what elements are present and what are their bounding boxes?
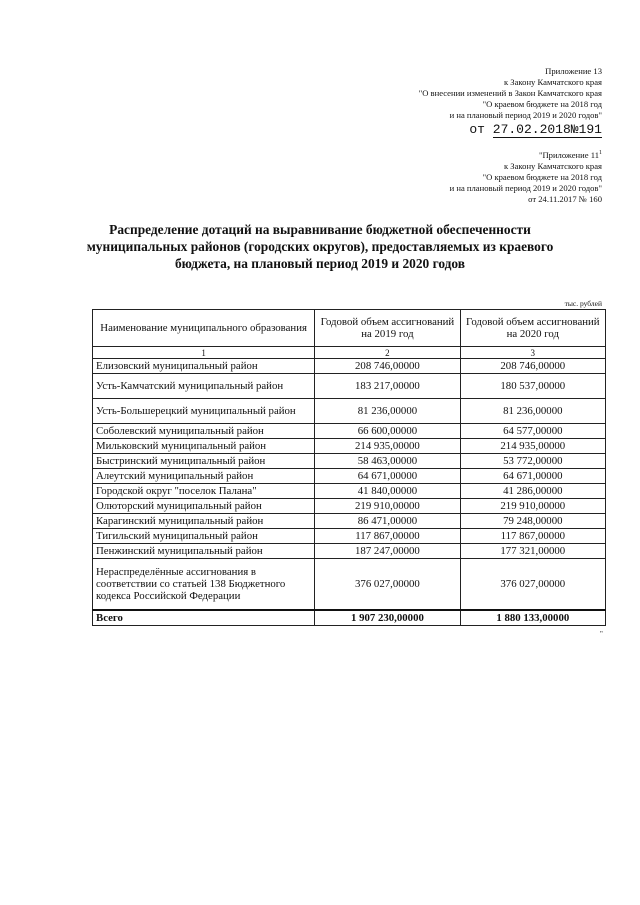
original-line: "Приложение $11^1$ xyxy=(538,149,602,160)
value-2020: 376 027,00000 xyxy=(460,559,605,611)
original-line: к Закону Камчатского края xyxy=(503,160,602,171)
table-row xyxy=(93,499,606,514)
total-row xyxy=(93,610,606,626)
municipality-name: Усть-Большерецкий муниципальный район xyxy=(93,399,315,424)
column-number-row xyxy=(93,347,606,359)
total-2020: 1 880 133,00000 xyxy=(460,610,605,626)
table-row xyxy=(93,529,606,544)
value-2019: 58 463,00000 xyxy=(315,454,460,469)
value-2020: 81 236,00000 xyxy=(460,399,605,424)
value-2020: 41 286,00000 xyxy=(460,484,605,499)
table-row xyxy=(93,544,606,559)
value-2019: 219 910,00000 xyxy=(315,499,460,514)
annex-line: "О краевом бюджете на 2018 год xyxy=(482,99,602,109)
title-line: муниципальных районов (городских округов), предоставляемых из краевого xyxy=(86,239,554,254)
original-annex-header xyxy=(450,148,602,205)
value-2020: 64 671,00000 xyxy=(460,469,605,484)
value-2020: 64 577,00000 xyxy=(460,424,605,439)
table-row xyxy=(93,374,606,399)
annex-line: к Закону Камчатского края xyxy=(503,77,602,87)
header-2019: Годовой объем ассигнований на 2019 год xyxy=(315,310,460,347)
value-2019: 117 867,00000 xyxy=(315,529,460,544)
municipality-name: Пенжинский муниципальный район xyxy=(93,544,315,559)
original-line: от 24.11.2017 № 160 xyxy=(528,193,602,204)
table-row xyxy=(93,469,606,484)
table-row xyxy=(93,484,606,499)
value-2020: 117 867,00000 xyxy=(460,529,605,544)
municipality-name: Нераспределённые ассигнования в соответствии со статьей 138 Бюджетного кодекса Российской Федерации xyxy=(93,559,315,611)
units-label: тыс. рублей xyxy=(564,299,602,308)
title-line: Распределение дотаций на выравнивание бюджетной обеспеченности xyxy=(109,222,531,237)
value-2019: 187 247,00000 xyxy=(315,544,460,559)
municipality-name: Елизовский муниципальный район xyxy=(93,359,315,374)
municipality-name: Тигильский муниципальный район xyxy=(93,529,315,544)
table-header-row xyxy=(93,310,606,347)
header-2020: Годовой объем ассигнований на 2020 год xyxy=(460,310,605,347)
superscript: 1 xyxy=(599,150,602,156)
value-2020: 219 910,00000 xyxy=(460,499,605,514)
law-number: №191 xyxy=(570,122,602,137)
total-label: Всего xyxy=(93,610,315,626)
column-number: 2 xyxy=(315,347,460,359)
table-row xyxy=(93,359,606,374)
value-2020: 53 772,00000 xyxy=(460,454,605,469)
value-2020: 208 746,00000 xyxy=(460,359,605,374)
date-prefix: от xyxy=(469,122,485,137)
value-2019: 66 600,00000 xyxy=(315,424,460,439)
annex-header xyxy=(419,66,602,137)
value-2019: 208 746,00000 xyxy=(315,359,460,374)
column-number: 3 xyxy=(460,347,605,359)
date-value: 27.02.2018 xyxy=(492,122,571,137)
value-2020: 214 935,00000 xyxy=(460,439,605,454)
table-row xyxy=(93,424,606,439)
annex-line: Приложение 13 xyxy=(545,66,602,76)
table-row xyxy=(93,454,606,469)
value-2019: 64 671,00000 xyxy=(315,469,460,484)
value-2019: 376 027,00000 xyxy=(315,559,460,611)
value-2019: 214 935,00000 xyxy=(315,439,460,454)
allocation-table xyxy=(92,309,606,626)
closing-quote: " xyxy=(600,630,603,638)
value-2019: 183 217,00000 xyxy=(315,374,460,399)
total-2019: 1 907 230,00000 xyxy=(315,610,460,626)
header-municipality: Наименование муниципального образования xyxy=(93,310,315,347)
table-row xyxy=(93,559,606,611)
municipality-name: Быстринский муниципальный район xyxy=(93,454,315,469)
value-2020: 79 248,00000 xyxy=(460,514,605,529)
title-line: бюджета, на плановый период 2019 и 2020 годов xyxy=(174,256,466,271)
municipality-name: Соболевский муниципальный район xyxy=(93,424,315,439)
document-title xyxy=(80,221,560,272)
table-row xyxy=(93,514,606,529)
municipality-name: Городской округ "поселок Палана" xyxy=(93,484,315,499)
annex-line: и на плановый период 2019 и 2020 годов" xyxy=(449,110,602,120)
annex-line: "О внесении изменений в Закон Камчатского края xyxy=(418,88,602,98)
municipality-name: Алеутский муниципальный район xyxy=(93,469,315,484)
value-2019: 41 840,00000 xyxy=(315,484,460,499)
value-2019: 86 471,00000 xyxy=(315,514,460,529)
value-2020: 180 537,00000 xyxy=(460,374,605,399)
municipality-name: Мильковский муниципальный район xyxy=(93,439,315,454)
table-row xyxy=(93,439,606,454)
municipality-name: Олюторский муниципальный район xyxy=(93,499,315,514)
municipality-name: Усть-Камчатский муниципальный район xyxy=(93,374,315,399)
value-2019: 81 236,00000 xyxy=(315,399,460,424)
law-date xyxy=(419,123,602,137)
municipality-name: Карагинский муниципальный район xyxy=(93,514,315,529)
value-2020: 177 321,00000 xyxy=(460,544,605,559)
original-line: "О краевом бюджете на 2018 год xyxy=(482,171,602,182)
table-row xyxy=(93,399,606,424)
column-number: 1 xyxy=(93,347,315,359)
original-line: и на плановый период 2019 и 2020 годов" xyxy=(449,182,602,193)
